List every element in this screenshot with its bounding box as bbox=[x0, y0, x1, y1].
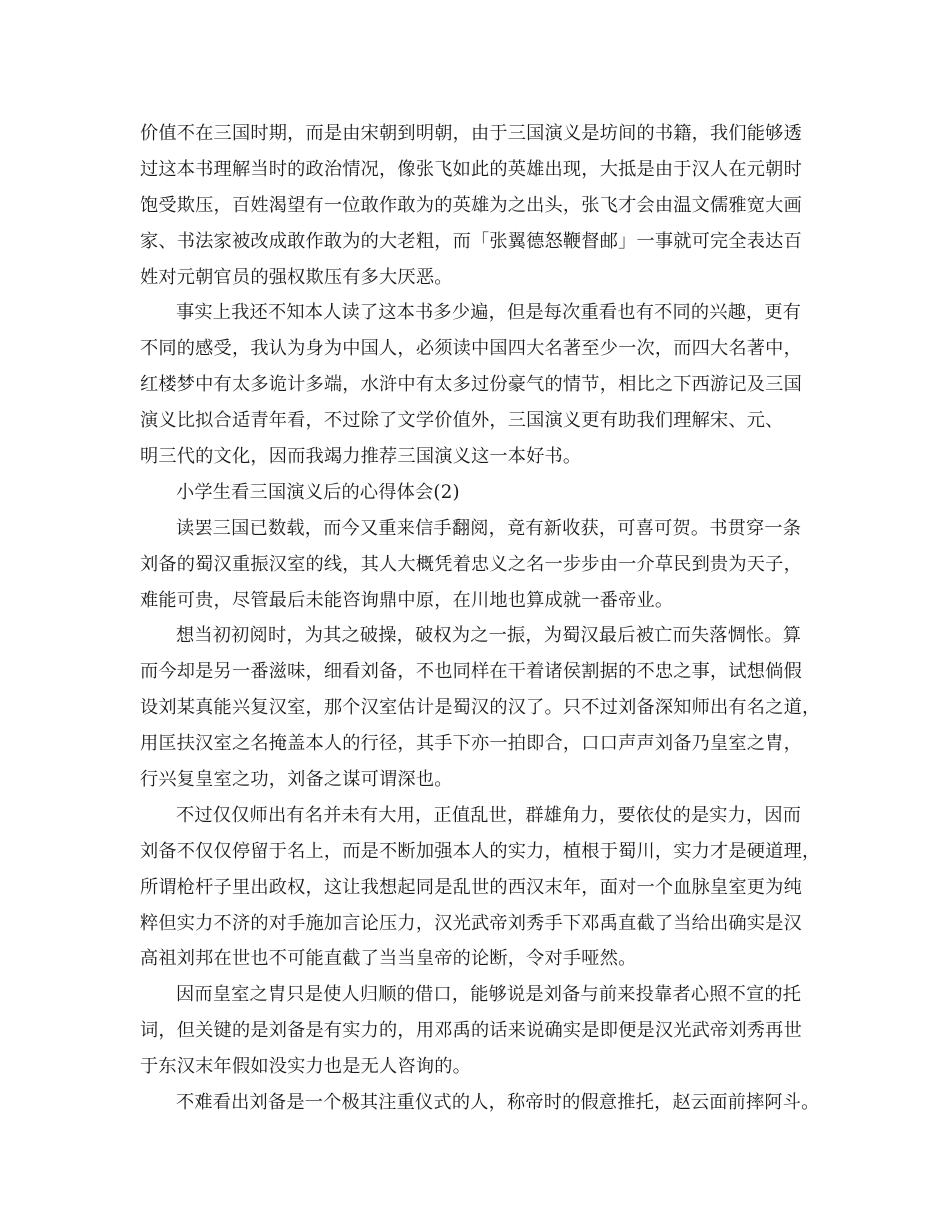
text-line: 而今却是另一番滋味，细看刘备，不也同样在干着诸侯割据的不忠之事，试想倘假 bbox=[140, 661, 802, 683]
text-line: 不同的感受，我认为身为中国人，必须读中国四大名著至少一次，而四大名著中， bbox=[140, 338, 802, 360]
text-line: 高祖刘邦在世也不可能直截了当当皇帝的论断，令对手哑然。 bbox=[140, 948, 637, 970]
text-line: 红楼梦中有太多诡计多端，水浒中有太多过份豪气的情节，相比之下西游记及三国 bbox=[140, 374, 802, 396]
text-line: 难能可贵，尽管最后未能咨询鼎中原，在川地也算成就一番帝业。 bbox=[140, 589, 674, 611]
paragraph-first-line: 因而皇室之胄只是使人归顺的借口，能够说是刘备与前来投靠者心照不宣的托 bbox=[176, 984, 802, 1006]
paragraph-first-line: 事实上我还不知本人读了这本书多少遍，但是每次重看也有不同的兴趣，更有 bbox=[176, 302, 802, 324]
paragraph-first-line: 想当初初阅时，为其之破操，破权为之一振，为蜀汉最后被亡而失落惆怅。算 bbox=[176, 625, 802, 647]
paragraph-first-line: 读罢三国已数载，而今又重来信手翻阅，竟有新收获，可喜可贺。书贯穿一条 bbox=[176, 517, 802, 539]
document-body bbox=[140, 116, 830, 1121]
text-line: 明三代的文化，因而我竭力推荐三国演义这一本好书。 bbox=[140, 446, 582, 468]
text-line: 饱受欺压，百姓渴望有一位敢作敢为的英雄为之出头，张飞才会由温文儒雅宽大画 bbox=[140, 194, 802, 216]
text-line: 刘备不仅仅停留于名上，而是不断加强本人的实力，植根于蜀川，实力才是硬道理， bbox=[140, 840, 821, 862]
text-line: 词，但关键的是刘备是有实力的，用邓禹的话来说确实是即便是汉光武帝刘秀再世 bbox=[140, 1020, 802, 1042]
text-line: 所谓枪杆子里出政权，这让我想起同是乱世的西汉末年，面对一个血脉皇室更为纯 bbox=[140, 876, 802, 898]
text-line: 用匡扶汉室之名掩盖本人的行径，其手下亦一拍即合，口口声声刘备乃皇室之胄， bbox=[140, 733, 802, 755]
text-line: 粹但实力不济的对手施加言论压力，汉光武帝刘秀手下邓禹直截了当给出确实是汉 bbox=[140, 912, 802, 934]
text-line: 姓对元朝官员的强权欺压有多大厌恶。 bbox=[140, 266, 453, 288]
text-line: 家、书法家被改成敢作敢为的大老粗，而「张翼德怒鞭督邮」一事就可完全表达百 bbox=[140, 230, 802, 252]
text-line: 过这本书理解当时的政治情况，像张飞如此的英雄出现，大抵是由于汉人在元朝时 bbox=[140, 158, 802, 180]
text-line: 于东汉末年假如没实力也是无人咨询的。 bbox=[140, 1056, 471, 1078]
paragraph-first-line: 不难看出刘备是一个极其注重仪式的人，称帝时的假意推托，赵云面前摔阿斗。 bbox=[176, 1092, 820, 1114]
paragraph-first-line: 不过仅仅师出有名并未有大用，正值乱世，群雄角力，要依仗的是实力，因而 bbox=[176, 804, 802, 826]
text-line: 设刘某真能兴复汉室，那个汉室估计是蜀汉的汉了。只不过刘备深知师出有名之道， bbox=[140, 697, 821, 719]
text-line: 刘备的蜀汉重振汉室的线，其人大概凭着忠义之名一步步由一介草民到贵为天子， bbox=[140, 553, 802, 575]
text-line: 演义比拟合适青年看，不过除了文学价值外，三国演义更有助我们理解宋、元、 bbox=[140, 410, 784, 432]
text-line: 价值不在三国时期，而是由宋朝到明朝，由于三国演义是坊间的书籍，我们能够透 bbox=[140, 123, 802, 144]
paragraph-first-line: 小学生看三国演义后的心得体会(2) bbox=[176, 481, 460, 503]
text-line: 行兴复皇室之功，刘备之谋可谓深也。 bbox=[140, 769, 453, 791]
